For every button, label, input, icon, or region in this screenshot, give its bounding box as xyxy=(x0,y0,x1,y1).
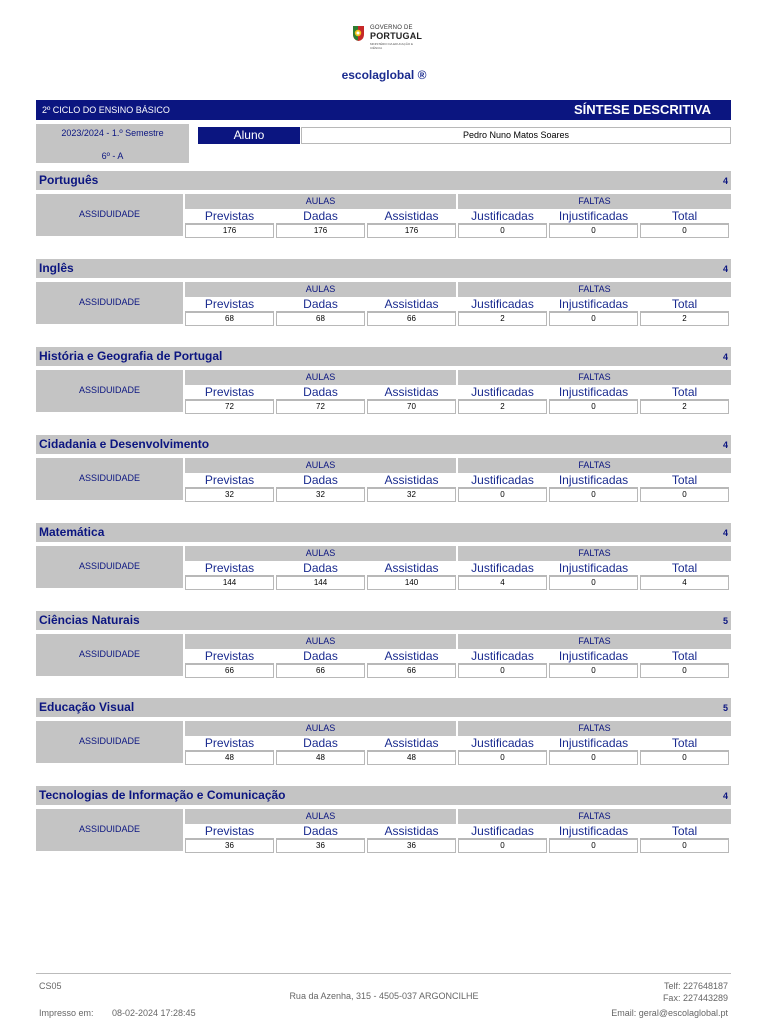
column-header: Previstas xyxy=(185,737,274,751)
column-header: Total xyxy=(640,737,729,751)
column-value: 0 xyxy=(640,488,729,502)
column-value: 4 xyxy=(458,576,547,590)
column-value: 36 xyxy=(276,839,365,853)
column-header: Dadas xyxy=(276,210,365,224)
column-value: 0 xyxy=(458,751,547,765)
column-value: 72 xyxy=(276,400,365,414)
column-header: Justificadas xyxy=(458,386,547,400)
assiduidade-label: ASSIDUIDADE xyxy=(36,634,183,676)
column-header: Dadas xyxy=(276,386,365,400)
column-header: Assistidas xyxy=(367,386,456,400)
assiduidade-label: ASSIDUIDADE xyxy=(36,370,183,412)
column-value: 0 xyxy=(640,839,729,853)
printed-label: Impresso em: xyxy=(39,1008,94,1018)
column-value: 0 xyxy=(549,224,638,238)
footer-divider xyxy=(36,973,731,974)
column-value: 66 xyxy=(367,664,456,678)
column-header: Previstas xyxy=(185,210,274,224)
column-header: Injustificadas xyxy=(549,386,638,400)
aulas-header: AULAS xyxy=(185,809,456,824)
column-header: Previstas xyxy=(185,386,274,400)
column-value: 68 xyxy=(276,312,365,326)
faltas-header: FALTAS xyxy=(458,458,731,473)
column-header: Justificadas xyxy=(458,562,547,576)
column-value: 144 xyxy=(276,576,365,590)
subject-block xyxy=(36,611,731,689)
column-value: 0 xyxy=(549,664,638,678)
subject-header xyxy=(36,259,731,278)
logo-text-big: PORTUGAL xyxy=(370,31,423,41)
column-header: Justificadas xyxy=(458,298,547,312)
subject-header xyxy=(36,786,731,805)
column-header: Assistidas xyxy=(367,737,456,751)
subject-header xyxy=(36,523,731,542)
column-value: 66 xyxy=(367,312,456,326)
subject-block xyxy=(36,347,731,425)
student-label: Aluno xyxy=(198,127,300,144)
subject-block xyxy=(36,259,731,337)
subject-level: 4 xyxy=(722,352,728,362)
faltas-header: FALTAS xyxy=(458,809,731,824)
column-value: 32 xyxy=(367,488,456,502)
column-value: 66 xyxy=(185,664,274,678)
assiduidade-label: ASSIDUIDADE xyxy=(36,809,183,851)
column-header: Total xyxy=(640,210,729,224)
column-header: Dadas xyxy=(276,825,365,839)
column-value: 2 xyxy=(640,312,729,326)
column-header: Injustificadas xyxy=(549,210,638,224)
assiduidade-label: ASSIDUIDADE xyxy=(36,458,183,500)
faltas-header: FALTAS xyxy=(458,546,731,561)
column-value: 0 xyxy=(549,576,638,590)
subject-name: Ciências Naturais xyxy=(39,613,140,627)
student-name: Pedro Nuno Matos Soares xyxy=(301,127,731,144)
column-header: Injustificadas xyxy=(549,474,638,488)
column-header: Justificadas xyxy=(458,210,547,224)
column-header: Injustificadas xyxy=(549,737,638,751)
faltas-header: FALTAS xyxy=(458,634,731,649)
subject-header xyxy=(36,611,731,630)
subject-name: História e Geografia de Portugal xyxy=(39,349,223,363)
column-header: Assistidas xyxy=(367,474,456,488)
subject-name: Matemática xyxy=(39,525,105,539)
logo-ministry-text: MINISTÉRIO DA EDUCAÇÃO E CIÊNCIA xyxy=(370,42,414,50)
column-header: Total xyxy=(640,650,729,664)
column-value: 72 xyxy=(185,400,274,414)
column-header: Dadas xyxy=(276,650,365,664)
column-value: 0 xyxy=(549,751,638,765)
column-value: 2 xyxy=(458,400,547,414)
footer-email: Email: geral@escolaglobal.pt xyxy=(611,1008,728,1018)
subject-header xyxy=(36,698,731,717)
aulas-header: AULAS xyxy=(185,194,456,209)
column-header: Assistidas xyxy=(367,825,456,839)
column-value: 0 xyxy=(549,400,638,414)
faltas-header: FALTAS xyxy=(458,370,731,385)
class-label: 6º - A xyxy=(101,151,124,161)
column-value: 176 xyxy=(367,224,456,238)
footer-address: Rua da Azenha, 315 - 4505-037 ARGONCILHE xyxy=(289,991,479,1001)
column-header: Previstas xyxy=(185,825,274,839)
column-value: 0 xyxy=(458,224,547,238)
faltas-header: FALTAS xyxy=(458,282,731,297)
subject-level: 5 xyxy=(722,616,728,626)
subject-name: Inglês xyxy=(39,261,74,275)
logo-text-small: GOVERNO DE xyxy=(370,25,413,31)
faltas-header: FALTAS xyxy=(458,721,731,736)
assiduidade-label: ASSIDUIDADE xyxy=(36,282,183,324)
subject-header xyxy=(36,347,731,366)
column-header: Injustificadas xyxy=(549,650,638,664)
subject-level: 4 xyxy=(722,528,728,538)
assiduidade-label: ASSIDUIDADE xyxy=(36,721,183,763)
cycle-label: 2º CICLO DO ENSINO BÁSICO xyxy=(42,105,170,115)
column-value: 0 xyxy=(549,488,638,502)
column-header: Previstas xyxy=(185,298,274,312)
assiduidade-label: ASSIDUIDADE xyxy=(36,546,183,588)
column-value: 4 xyxy=(640,576,729,590)
column-value: 0 xyxy=(640,664,729,678)
portugal-emblem-icon xyxy=(350,24,367,42)
document-title: SÍNTESE DESCRITIVA xyxy=(573,102,711,117)
column-header: Assistidas xyxy=(367,650,456,664)
column-value: 66 xyxy=(276,664,365,678)
column-header: Injustificadas xyxy=(549,562,638,576)
column-value: 144 xyxy=(185,576,274,590)
subject-name: Tecnologias de Informação e Comunicação xyxy=(39,788,286,802)
column-value: 176 xyxy=(276,224,365,238)
footer-fax: Fax: 227443289 xyxy=(662,993,728,1003)
column-header: Justificadas xyxy=(458,825,547,839)
column-value: 0 xyxy=(549,839,638,853)
column-header: Total xyxy=(640,562,729,576)
column-header: Previstas xyxy=(185,650,274,664)
column-value: 0 xyxy=(458,664,547,678)
column-value: 36 xyxy=(185,839,274,853)
column-value: 48 xyxy=(367,751,456,765)
column-value: 176 xyxy=(185,224,274,238)
subject-block xyxy=(36,435,731,513)
column-value: 32 xyxy=(276,488,365,502)
column-header: Total xyxy=(640,825,729,839)
column-value: 36 xyxy=(367,839,456,853)
aulas-header: AULAS xyxy=(185,370,456,385)
column-value: 0 xyxy=(640,751,729,765)
column-header: Dadas xyxy=(276,562,365,576)
column-header: Dadas xyxy=(276,298,365,312)
column-value: 0 xyxy=(458,839,547,853)
subject-level: 4 xyxy=(722,440,728,450)
aulas-header: AULAS xyxy=(185,634,456,649)
column-header: Assistidas xyxy=(367,562,456,576)
aulas-header: AULAS xyxy=(185,721,456,736)
column-value: 0 xyxy=(640,224,729,238)
column-value: 48 xyxy=(276,751,365,765)
column-value: 70 xyxy=(367,400,456,414)
column-header: Dadas xyxy=(276,474,365,488)
column-value: 0 xyxy=(549,312,638,326)
subject-block xyxy=(36,698,731,776)
column-value: 140 xyxy=(367,576,456,590)
column-value: 2 xyxy=(458,312,547,326)
subject-name: Português xyxy=(39,173,99,187)
subject-level: 5 xyxy=(722,703,728,713)
subject-header xyxy=(36,435,731,454)
aulas-header: AULAS xyxy=(185,546,456,561)
period-box xyxy=(36,124,189,163)
subject-block xyxy=(36,523,731,601)
header-bar xyxy=(36,100,731,120)
column-header: Injustificadas xyxy=(549,298,638,312)
column-header: Justificadas xyxy=(458,737,547,751)
column-header: Total xyxy=(640,386,729,400)
subject-name: Educação Visual xyxy=(39,700,135,714)
government-logo xyxy=(350,22,423,52)
column-header: Dadas xyxy=(276,737,365,751)
footer-phone: Telf: 227648187 xyxy=(663,981,728,991)
subject-name: Cidadania e Desenvolvimento xyxy=(39,437,210,451)
column-value: 48 xyxy=(185,751,274,765)
printed-date: 08-02-2024 17:28:45 xyxy=(112,1008,196,1018)
column-header: Previstas xyxy=(185,562,274,576)
column-header: Justificadas xyxy=(458,650,547,664)
subject-block xyxy=(36,171,731,249)
column-header: Assistidas xyxy=(367,298,456,312)
school-year: 2023/2024 - 1.º Semestre xyxy=(61,128,164,138)
subject-header xyxy=(36,171,731,190)
subject-level: 4 xyxy=(722,791,728,801)
aulas-header: AULAS xyxy=(185,282,456,297)
column-header: Total xyxy=(640,474,729,488)
column-value: 68 xyxy=(185,312,274,326)
column-value: 2 xyxy=(640,400,729,414)
faltas-header: FALTAS xyxy=(458,194,731,209)
column-header: Total xyxy=(640,298,729,312)
aulas-header: AULAS xyxy=(185,458,456,473)
column-header: Injustificadas xyxy=(549,825,638,839)
system-name: escolaglobal ® xyxy=(341,68,427,82)
subject-block xyxy=(36,786,731,864)
column-value: 32 xyxy=(185,488,274,502)
subject-level: 4 xyxy=(722,176,728,186)
column-header: Assistidas xyxy=(367,210,456,224)
column-header: Previstas xyxy=(185,474,274,488)
column-value: 0 xyxy=(458,488,547,502)
subject-level: 4 xyxy=(722,264,728,274)
column-header: Justificadas xyxy=(458,474,547,488)
footer-code: CS05 xyxy=(39,981,62,991)
assiduidade-label: ASSIDUIDADE xyxy=(36,194,183,236)
